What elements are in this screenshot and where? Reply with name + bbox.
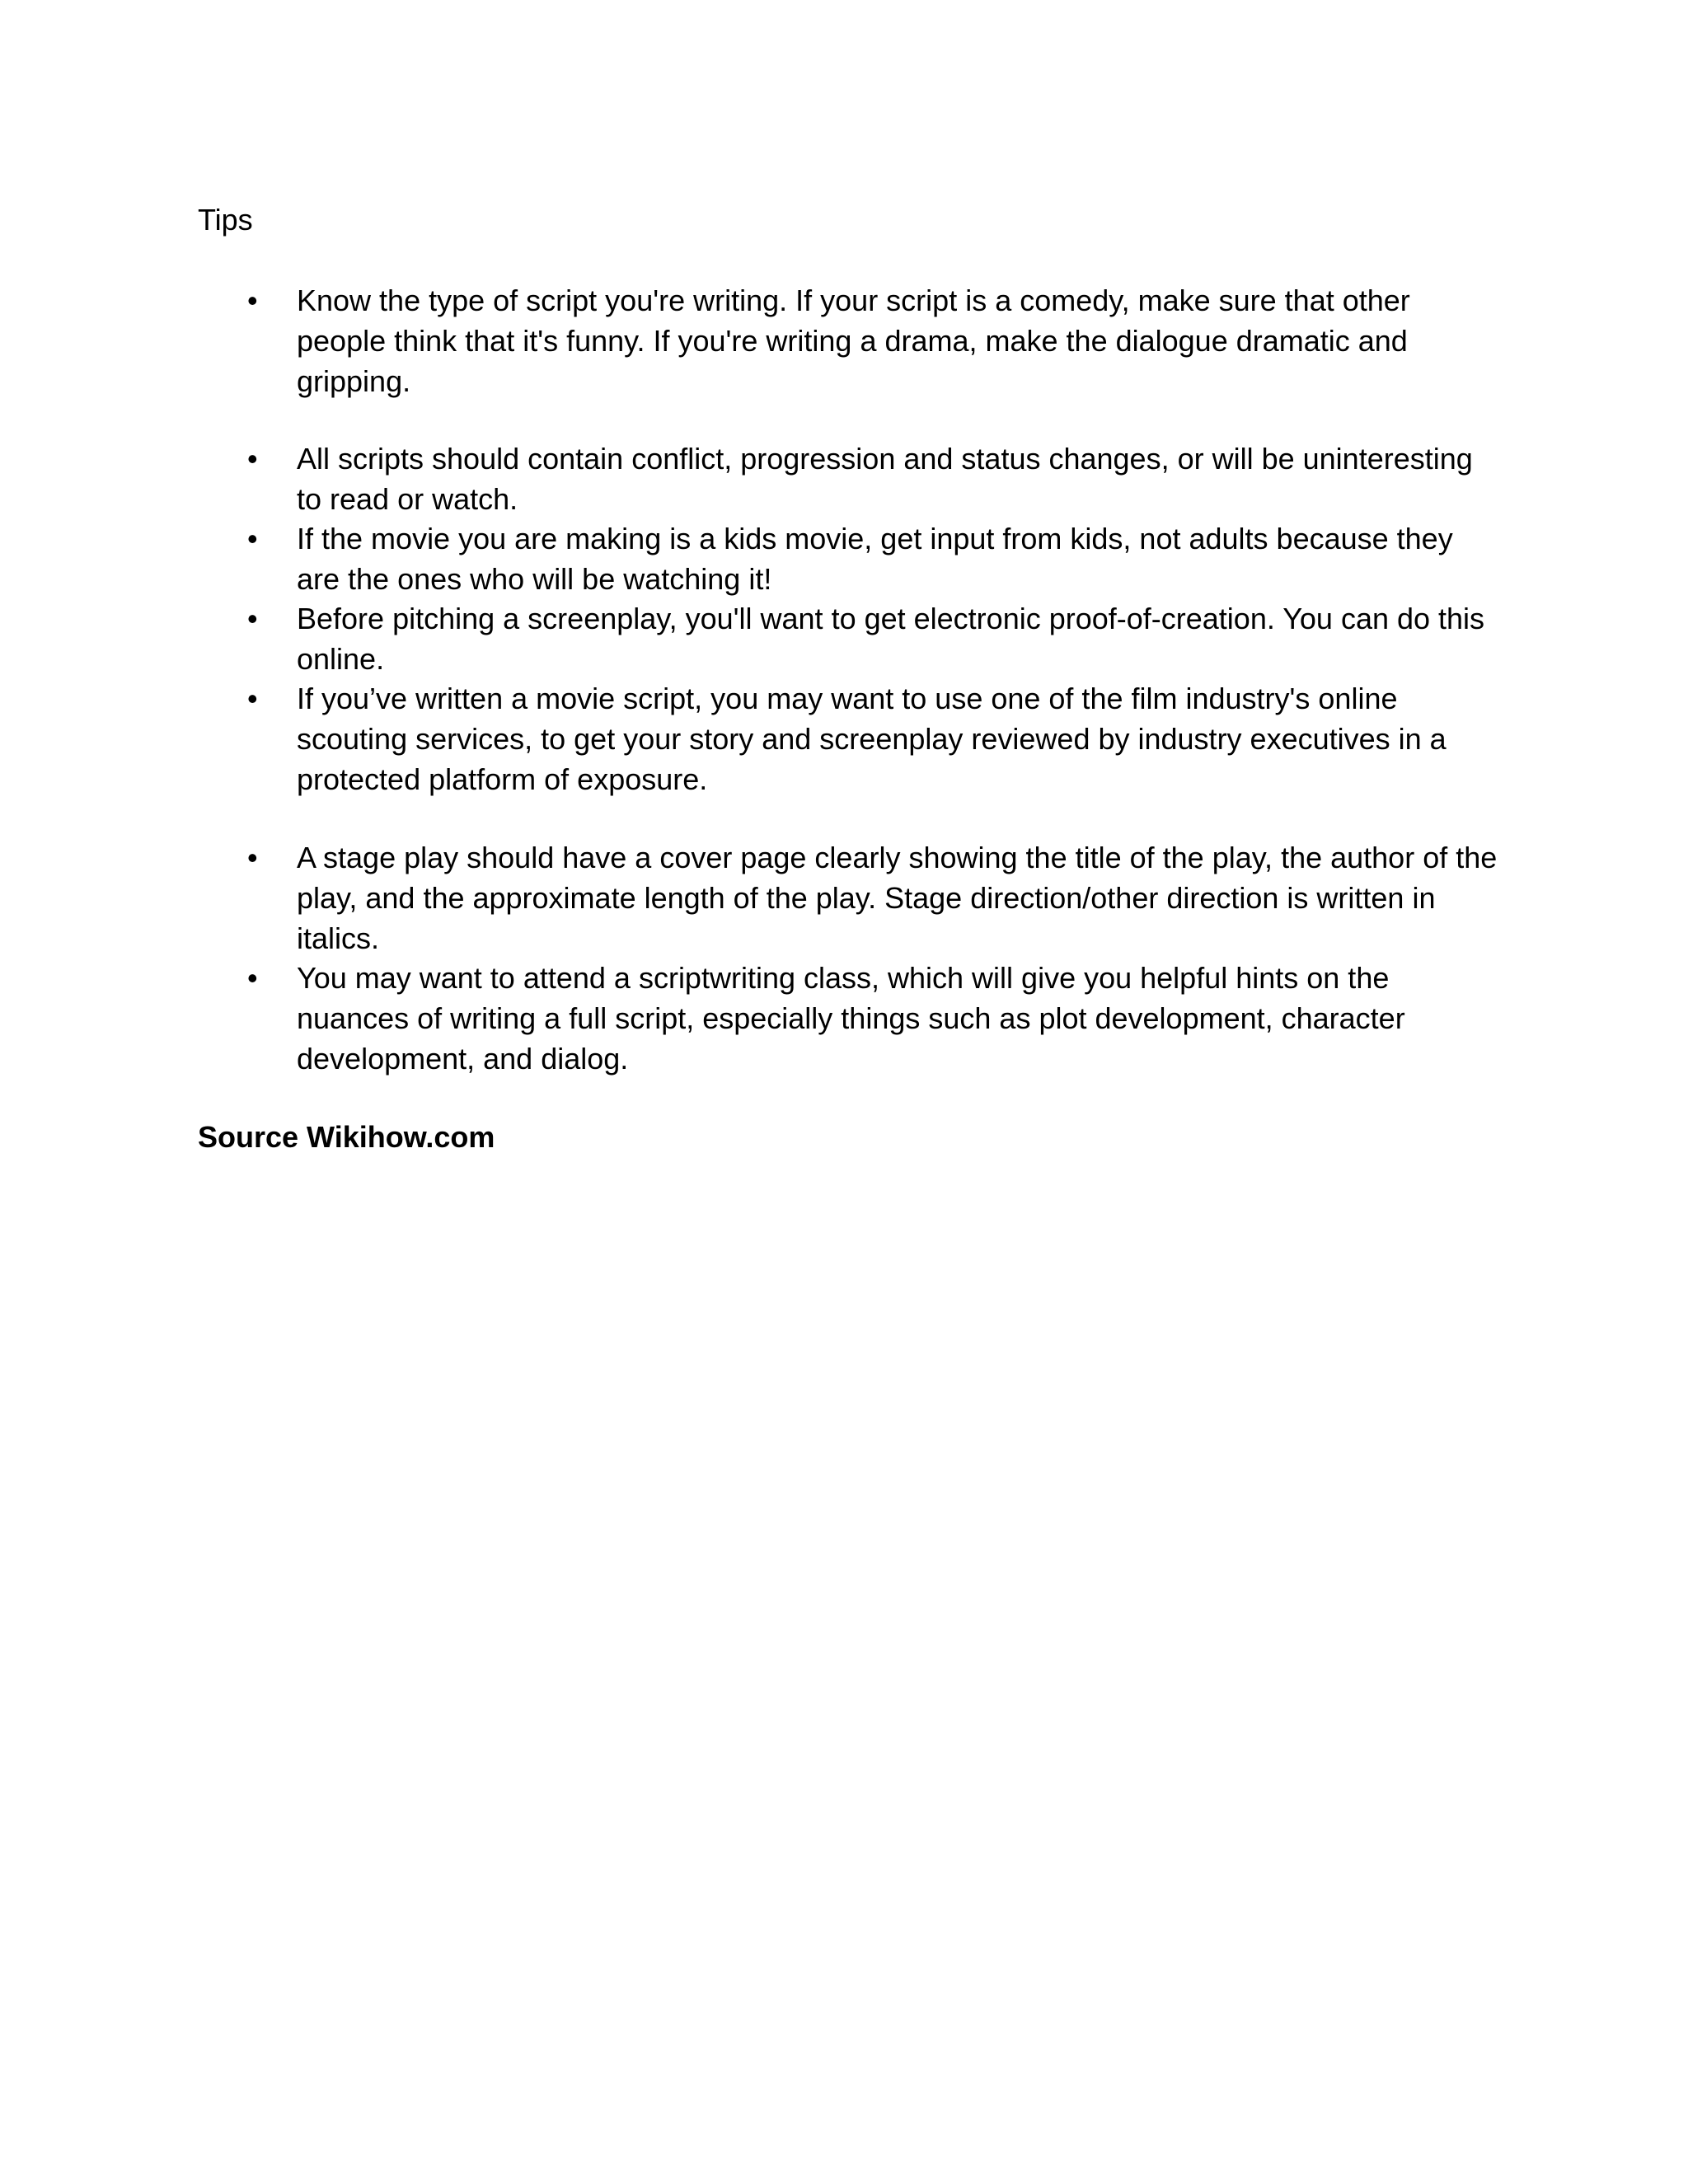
tip-text: You may want to attend a scriptwriting class, which will give you helpful hints on the nuances of writing a full script, especially things such as plot development, character development, and dialog. [297,961,1405,1076]
bullet-icon: • [247,602,258,635]
page-heading: Tips [198,203,253,237]
bullet-icon: • [247,442,258,476]
tip-text: All scripts should contain conflict, progression and status changes, or will be uninteresting to read or watch. [297,442,1473,516]
bullet-icon: • [247,961,258,995]
source-credit: Source Wikihow.com [198,1120,495,1154]
bullet-icon: • [247,284,258,317]
bullet-icon: • [247,522,258,555]
bullet-icon: • [247,682,258,715]
tip-text: Know the type of script you're writing. If your script is a comedy, make sure that other people think that it's funny. If you're writing a drama, make the dialogue dramatic and gripping. [297,284,1410,398]
tip-text: If the movie you are making is a kids movie, get input from kids, not adults because they are the ones who will be watching it! [297,522,1453,596]
bullet-icon: • [247,841,258,874]
tip-text: If you’ve written a movie script, you may want to use one of the film industry's online scouting services, to get your story and screenplay reviewed by industry executives in a protected platform of exposure. [297,682,1447,796]
tip-text: Before pitching a screenplay, you'll want to get electronic proof-of-creation. You can do this online. [297,602,1485,676]
tip-text: A stage play should have a cover page clearly showing the title of the play, the author of the play, and the approximate length of the play. Stage direction/other direction is written in italics. [297,841,1498,955]
